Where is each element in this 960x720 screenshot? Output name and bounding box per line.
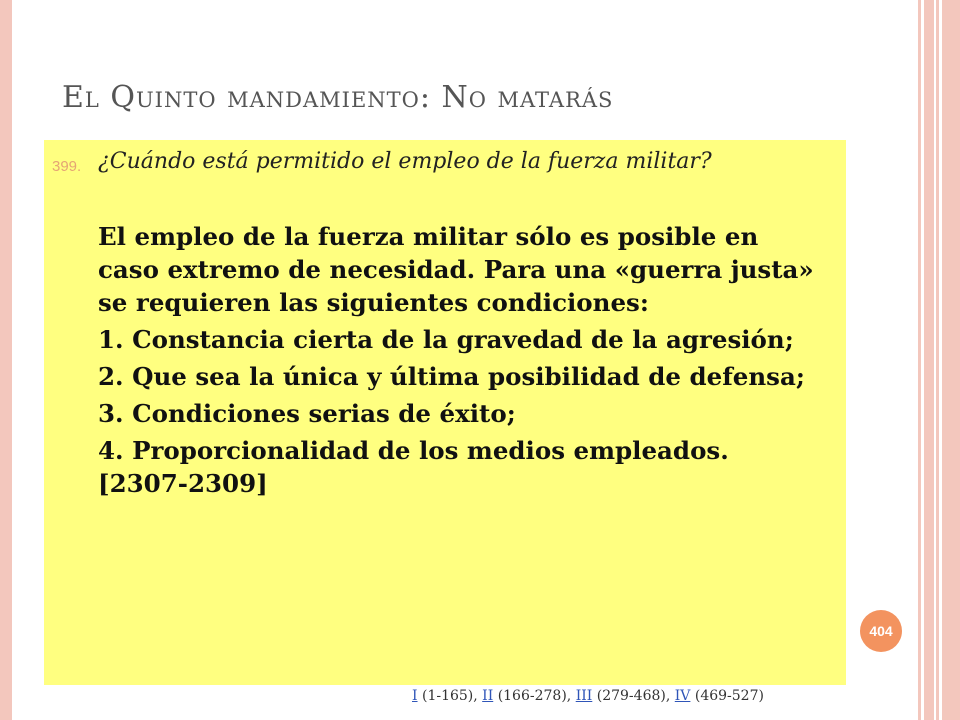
right-border-stripe: [942, 0, 960, 720]
footer-range: (279-468),: [596, 688, 671, 704]
condition-item: 2. Que sea la única y última posibilidad de defensa;: [98, 362, 805, 391]
condition-item: 1. Constancia cierta de la gravedad de la agresión;: [98, 325, 794, 354]
answer-text: [98, 220, 818, 504]
page-number-badge: 404: [860, 610, 902, 652]
condition-item: 4. Proporcionalidad de los medios empleados. [2307-2309]: [98, 436, 729, 498]
footer-link-part-1[interactable]: I: [412, 688, 418, 704]
condition-item: 3. Condiciones serias de éxito;: [98, 399, 516, 428]
right-border-stripe: [924, 0, 934, 720]
footer-range: (469-527): [694, 688, 764, 704]
answer-paragraph: El empleo de la fuerza militar sólo es posible en caso extremo de necesidad. Para una «guerra justa» se requieren las siguientes condiciones:: [98, 222, 814, 317]
footer-link-part-2[interactable]: II: [482, 688, 494, 704]
footer-range: (166-278),: [497, 688, 572, 704]
right-border-stripe: [936, 0, 939, 720]
footer-range: (1-165),: [421, 688, 478, 704]
footer-link-part-4[interactable]: IV: [674, 688, 691, 704]
footer-link-part-3[interactable]: III: [575, 688, 593, 704]
question-number: 399.: [52, 158, 82, 175]
right-border-stripe: [918, 0, 921, 720]
footer-navigation: [412, 688, 764, 704]
question-text: ¿Cuándo está permitido el empleo de la fuerza militar?: [98, 149, 712, 174]
slide-title: El Quinto mandamiento: No matarás: [62, 80, 614, 115]
